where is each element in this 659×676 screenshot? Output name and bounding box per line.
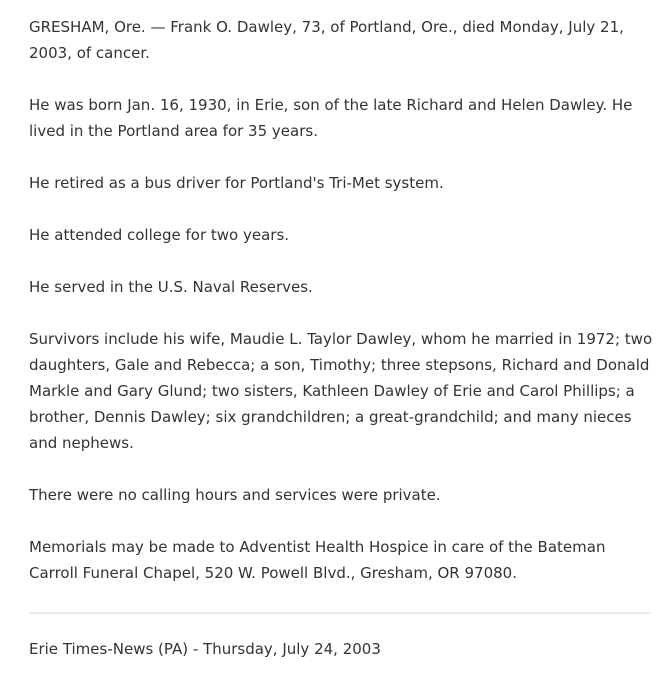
paragraph-services: There were no calling hours and services were private. — [29, 486, 441, 504]
paragraph-birth: He was born Jan. 16, 1930, in Erie, son of the late Richard and Helen Dawley. He lived in the Portland area for 35 years. — [29, 96, 633, 140]
source-divider — [29, 612, 650, 614]
source-citation: Erie Times-News (PA) - Thursday, July 24, 2003 — [29, 640, 381, 658]
paragraph-memorials: Memorials may be made to Adventist Health Hospice in care of the Bateman Carroll Funeral Chapel, 520 W. Powell Blvd., Gresham, OR 97080. — [29, 538, 606, 582]
paragraph-military: He served in the U.S. Naval Reserves. — [29, 278, 313, 296]
paragraph-education: He attended college for two years. — [29, 226, 290, 244]
paragraph-career: He retired as a bus driver for Portland's Tri-Met system. — [29, 174, 444, 192]
paragraph-death-notice: GRESHAM, Ore. — Frank O. Dawley, 73, of Portland, Ore., died Monday, July 21, 2003, of cancer. — [29, 18, 624, 62]
paragraph-survivors: Survivors include his wife, Maudie L. Taylor Dawley, whom he married in 1972; two daughters, Gale and Rebecca; a son, Timothy; three stepsons, Richard and Donald Markle and Gary Glund; two sisters, Kathleen Dawley of Erie and Carol Phillips; a brother, Dennis Dawley; six grandchildren; a great-grandchild; and many nieces and nephews. — [29, 330, 653, 452]
